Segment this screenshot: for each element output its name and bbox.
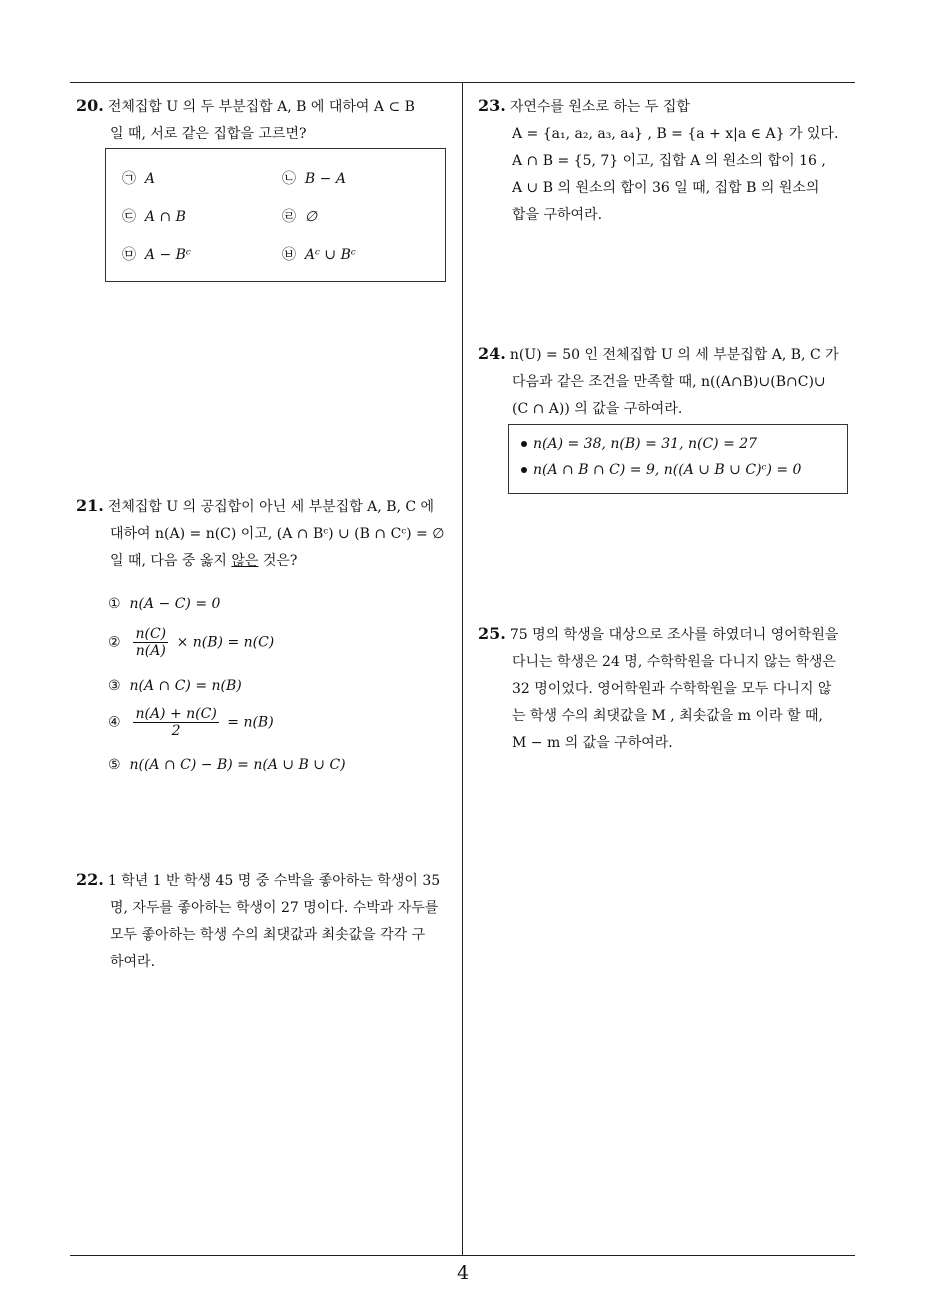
problem-text: 일 때, 서로 같은 집합을 고르면? [110, 126, 307, 142]
choice-box [105, 148, 446, 282]
condition-item: n(A ∩ B ∩ C) = 9, n((A ∪ B ∪ C)ᶜ) = 0 [521, 457, 835, 483]
problem-text: 자연수를 원소로 하는 두 집합 [509, 99, 690, 115]
problem-text: 명, 자두를 좋아하는 학생이 27 명이다. 수박과 자두를 [110, 900, 439, 916]
answer-options [108, 596, 458, 796]
option-4: ④ $\frac{n(A) + n(C)}{2}$ = n(B) [108, 706, 274, 739]
problem-number: 22. [76, 870, 104, 889]
problem-24 [478, 340, 858, 423]
problem-number: 25. [478, 624, 506, 643]
problem-text: 모두 좋아하는 학생 수의 최댓값과 최솟값을 각각 구 [110, 927, 426, 943]
choice-item: ㉤ A − Bᶜ [122, 247, 191, 263]
option-2: ② $\frac{n(C)}{n(A)}$ × n(B) = n(C) [108, 626, 275, 659]
bullet-icon [521, 467, 527, 473]
problem-text: 전체집합 U 의 공집합이 아닌 세 부분집합 A, B, C 에 [107, 499, 435, 515]
problem-text: 1 학년 1 반 학생 45 명 중 수박을 좋아하는 학생이 35 [107, 873, 441, 889]
problem-25 [478, 620, 858, 757]
option-3: ③ n(A ∩ C) = n(B) [108, 678, 242, 694]
choice-item: ㉠ A [122, 171, 156, 187]
problem-text: (C ∩ A)) 의 값을 구하여라. [512, 401, 683, 417]
problem-number: 21. [76, 496, 104, 515]
problem-text: 는 학생 수의 최댓값을 M , 최솟값을 m 이라 할 때, [512, 708, 823, 724]
problem-text: 대하여 n(A) = n(C) 이고, (A ∩ Bᶜ) ∪ (B ∩ Cᶜ) = ∅ [110, 526, 445, 542]
bottom-rule [70, 1255, 855, 1256]
problem-text: A ∩ B = {5, 7} 이고, 집합 A 의 원소의 합이 16 , [512, 153, 826, 169]
problem-text: 일 때, 다음 중 옳지 않은 것은? [110, 553, 298, 569]
option-5: ⑤ n((A ∩ C) − B) = n(A ∪ B ∪ C) [108, 757, 346, 773]
problem-23 [478, 92, 858, 229]
condition-item: n(A) = 38, n(B) = 31, n(C) = 27 [521, 431, 835, 457]
problem-text: 다니는 학생은 24 명, 수학학원을 다니지 않는 학생은 [512, 654, 836, 670]
problem-text: n(U) = 50 인 전체집합 U 의 세 부분집합 A, B, C 가 [509, 347, 839, 363]
problem-21 [76, 492, 456, 575]
column-divider [462, 82, 463, 1255]
choice-item: ㉢ A ∩ B [122, 209, 186, 225]
problem-text: M − m 의 값을 구하여라. [512, 735, 673, 751]
choice-item: ㉥ Aᶜ ∪ Bᶜ [282, 247, 356, 263]
option-1: ① n(A − C) = 0 [108, 596, 221, 612]
problem-text: 32 명이었다. 영어학원과 수학학원을 모두 다니지 않 [512, 681, 832, 697]
problem-text: A = {a₁, a₂, a₃, a₄} , B = {a + x|a ∈ A} 가 있다. [512, 126, 839, 142]
problem-text: 75 명의 학생을 대상으로 조사를 하였더니 영어학원을 [509, 627, 839, 643]
condition-box [508, 424, 848, 494]
problem-22 [76, 866, 456, 976]
problem-number: 24. [478, 344, 506, 363]
choice-item: ㉡ B − A [282, 171, 346, 187]
problem-text: 전체집합 U 의 두 부분집합 A, B 에 대하여 A ⊂ B [107, 99, 415, 115]
problem-text: A ∪ B 의 원소의 합이 36 일 때, 집합 B 의 원소의 [512, 180, 820, 196]
choice-item: ㉣ ∅ [282, 209, 318, 225]
problem-text: 합을 구하여라. [512, 207, 603, 223]
page-number: 4 [456, 1262, 470, 1284]
problem-text: 다음과 같은 조건을 만족할 때, n((A∩B)∪(B∩C)∪ [512, 374, 826, 390]
problem-text: 하여라. [110, 954, 156, 970]
problem-number: 20. [76, 96, 104, 115]
problem-number: 23. [478, 96, 506, 115]
problem-20 [76, 92, 456, 148]
underlined-word: 않은 [231, 553, 259, 569]
bullet-icon [521, 441, 527, 447]
